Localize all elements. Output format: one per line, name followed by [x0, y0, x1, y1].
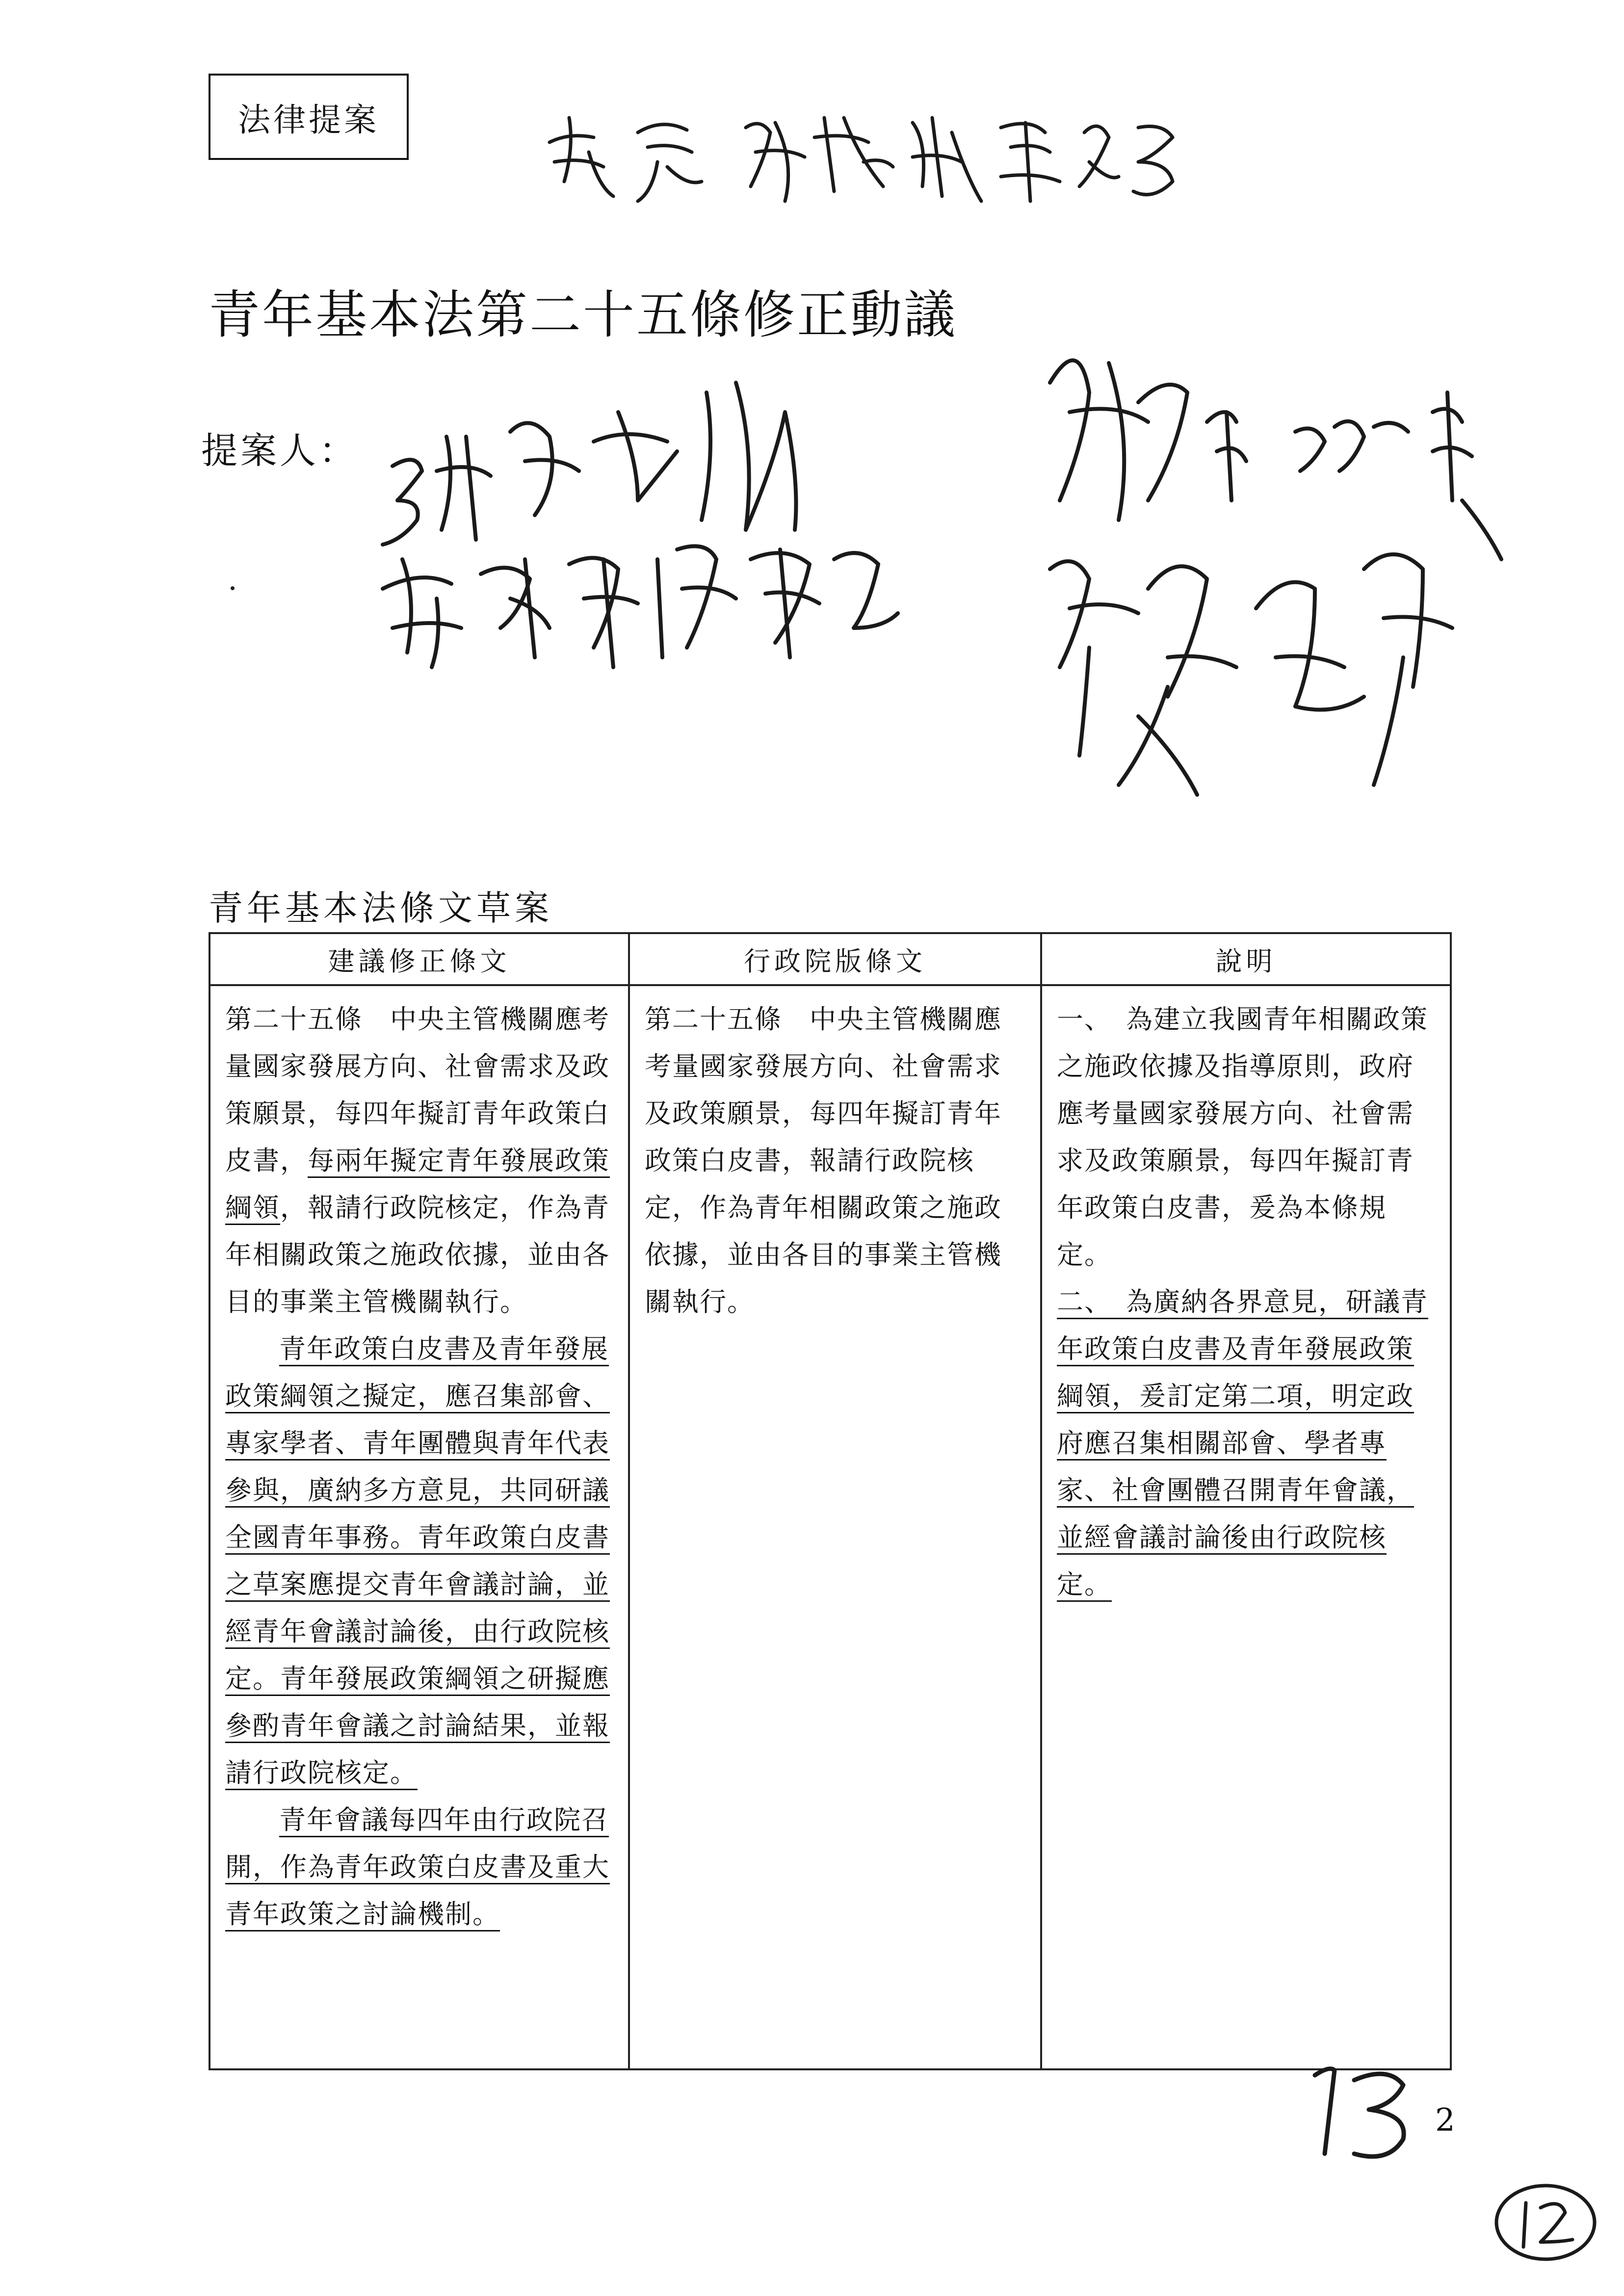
- header-proposed: 建議修正條文: [210, 933, 629, 985]
- proposed-text-1a: 第二十五條 中央主管機關應考量國家發展方向、社會需求及政策願景，每四年擬訂青年政策白皮書，: [225, 1004, 610, 1176]
- signature-group-left: [363, 353, 952, 697]
- handwritten-page-number: [1295, 2056, 1423, 2168]
- proposed-cell: [210, 985, 629, 2069]
- explanation-text-2: 為廣納各界意見，研議青年政策白皮書及青年發展政策綱領，爰訂定第二項，明定政府應召集相關部會、學者專家、社會團體召開青年會議，並經會議討論後由行政院核定。: [1057, 1286, 1428, 1600]
- explanation-item-1: [1057, 996, 1435, 1278]
- signature-group-right: [1021, 314, 1609, 868]
- stray-ink-dot: [231, 586, 235, 590]
- executive-cell: [629, 985, 1041, 2069]
- explanation-item-2: [1057, 1278, 1435, 1608]
- explanation-text-1: 為建立我國青年相關政策之施政依據及指導原則，政府應考量國家發展方向、社會需求及政策願景，每四年擬訂青年政策白皮書，爰為本條規定。: [1057, 1004, 1428, 1270]
- page-number: 2: [1435, 2102, 1455, 2139]
- circled-page-annotation: [1487, 2173, 1604, 2271]
- proposed-para-1: [225, 996, 613, 1326]
- proposal-type-box: [209, 74, 409, 160]
- proposed-para-2: 青年政策白皮書及青年發展政策綱領之擬定，應召集部會、專家學者、青年團體與青年代表參與，廣納多方意見，共同研議全國青年事務。青年政策白皮書之草案應提交青年會議討論，並經青年會議討論後，由行政院核定。青年發展政策綱領之研擬應參酌青年會議之討論結果，並報請行政院核定。: [225, 1333, 610, 1788]
- explanation-num-1: 一、: [1057, 1004, 1099, 1035]
- explanation-num-2: 二、: [1057, 1286, 1099, 1317]
- document-title: 青年基本法第二十五條修正動議: [209, 285, 958, 345]
- proposed-text-1c: ，報請行政院核定，作為青年相關政策之施政依據，並由各目的事業主管機關執行。: [225, 1192, 610, 1317]
- explanation-cell: [1041, 985, 1451, 2069]
- proposal-type-label: 法律提案: [238, 101, 379, 139]
- proposed-text-1b: 每兩年擬定青年發展政策綱領: [225, 1145, 610, 1223]
- header-explanation: 說明: [1041, 933, 1451, 985]
- proposer-label: 提案人：: [201, 430, 358, 472]
- handwritten-reference-note: [540, 88, 1202, 211]
- executive-text: 第二十五條 中央主管機關應考量國家發展方向、社會需求及政策願景，每四年擬訂青年政策白皮書，報請行政院核定，作為青年相關政策之施政依據，並由各目的事業主管機關執行。: [645, 1004, 1002, 1317]
- proposed-para-3: 青年會議每四年由行政院召開，作為青年政策白皮書及重大青年政策之討論機制。: [225, 1804, 610, 1930]
- table-caption: 青年基本法條文草案: [209, 888, 553, 928]
- draft-comparison-table: [209, 932, 1452, 2070]
- header-executive: 行政院版條文: [629, 933, 1041, 985]
